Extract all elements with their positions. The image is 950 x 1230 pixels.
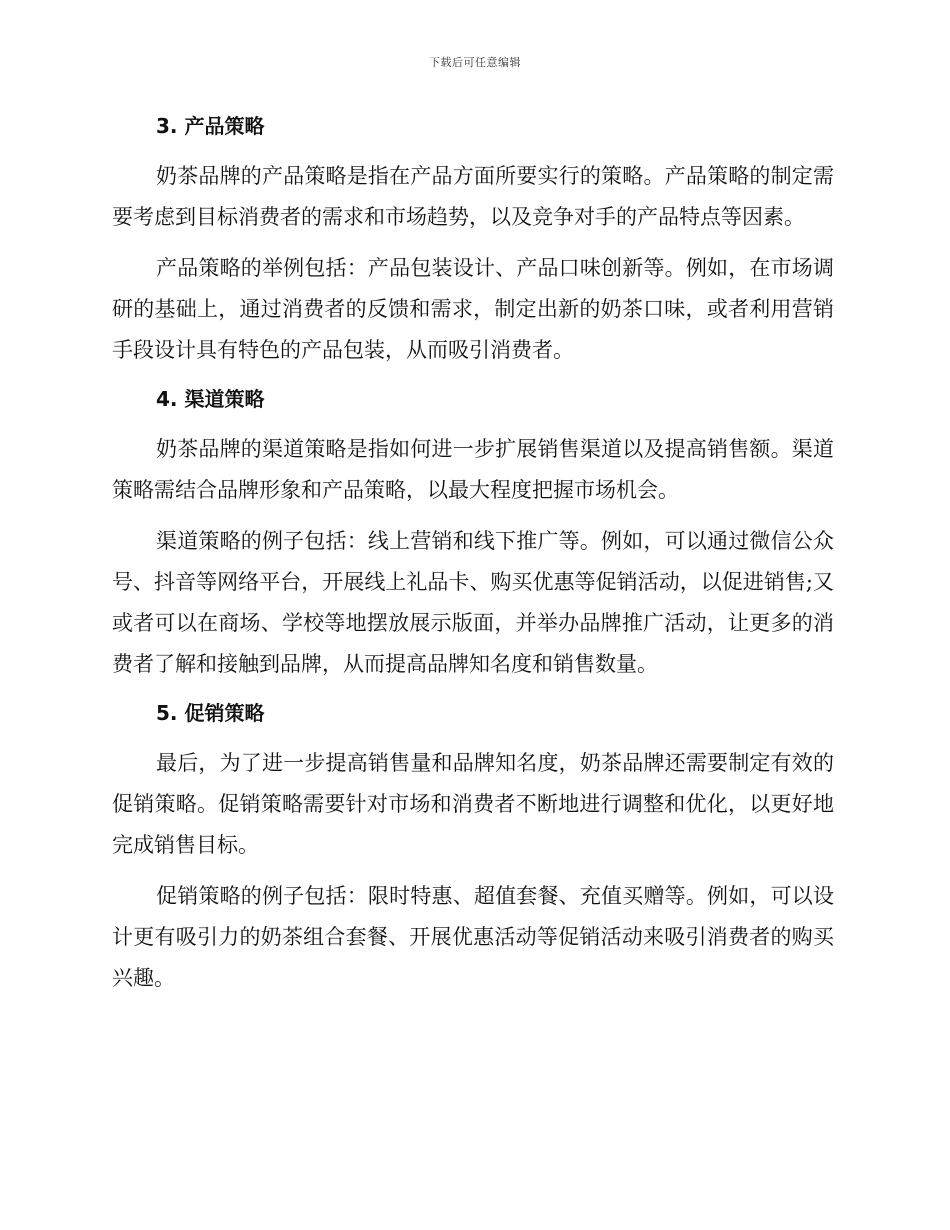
section-heading: 5. 促销策略: [156, 701, 265, 725]
page-header: 下载后可任意编辑: [429, 56, 521, 69]
section-promotion-strategy: [112, 695, 834, 999]
section-channel-strategy: [112, 381, 834, 685]
paragraph: 渠道策略的例子包括：线上营销和线下推广等。例如，可以通过微信公众号、抖音等网络平台，开展线上礼品卡、购买优惠等促销活动，以促进销售;又或者可以在商场、学校等地摆放展示版面，并举办品牌推广活动，让更多的消费者了解和接触到品牌，从而提高品牌知名度和销售数量。: [112, 529, 834, 676]
paragraph: 最后，为了进一步提高销售量和品牌知名度，奶茶品牌还需要制定有效的促销策略。促销策略需要针对市场和消费者不断地进行调整和优化，以更好地完成销售目标。: [112, 751, 834, 857]
section-heading: 3. 产品策略: [156, 114, 265, 138]
section-product-strategy: [112, 108, 834, 371]
document-body: [112, 108, 834, 1009]
section-heading: 4. 渠道策略: [156, 387, 265, 411]
paragraph: 促销策略的例子包括：限时特惠、超值套餐、充值买赠等。例如，可以设计更有吸引力的奶茶组合套餐、开展优惠活动等促销活动来吸引消费者的购买兴趣。: [112, 884, 834, 990]
paragraph: 产品策略的举例包括：产品包装设计、产品口味创新等。例如，在市场调研的基础上，通过消费者的反馈和需求，制定出新的奶茶口味，或者利用营销手段设计具有特色的产品包装，从而吸引消费者。: [112, 256, 834, 362]
paragraph: 奶茶品牌的渠道策略是指如何进一步扩展销售渠道以及提高销售额。渠道策略需结合品牌形象和产品策略，以最大程度把握市场机会。: [112, 437, 834, 502]
paragraph: 奶茶品牌的产品策略是指在产品方面所要实行的策略。产品策略的制定需要考虑到目标消费者的需求和市场趋势，以及竞争对手的产品特点等因素。: [112, 164, 834, 229]
